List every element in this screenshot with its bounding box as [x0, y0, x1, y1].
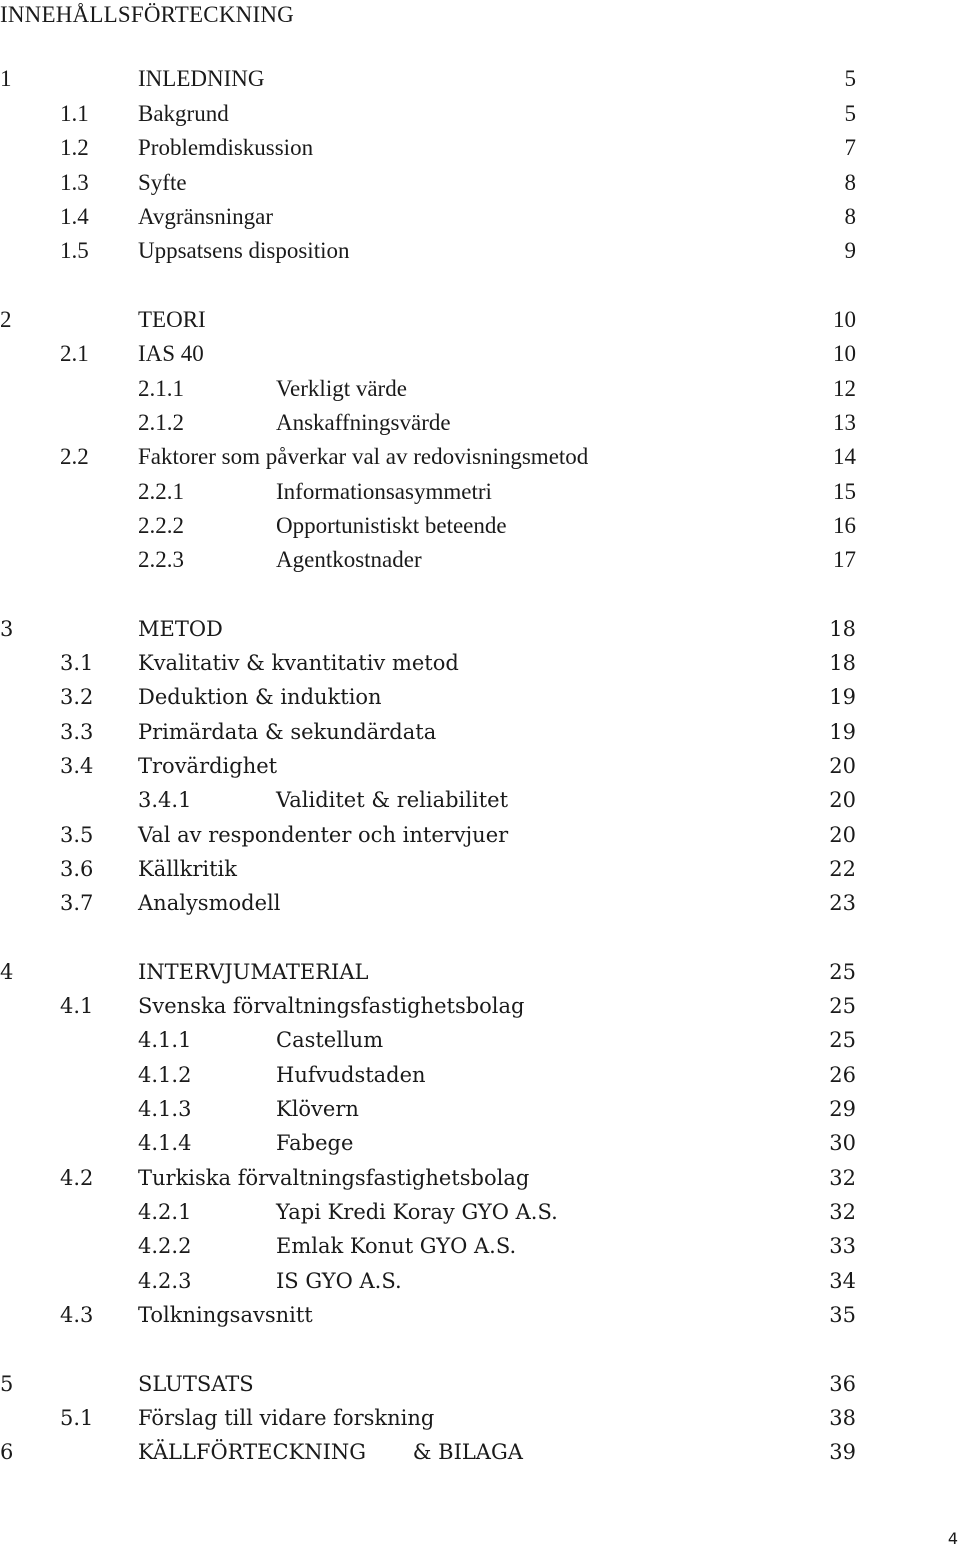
toc-entry[interactable] — [0, 783, 960, 817]
toc-entry[interactable] — [0, 612, 960, 646]
toc-entry-page: 38 — [829, 1406, 856, 1430]
toc-entry-number: 4.3 — [60, 1303, 94, 1327]
toc-entry-page: 5 — [844, 66, 856, 91]
toc-entry-number: 4 — [0, 960, 14, 984]
toc-entry-number: 3.2 — [60, 685, 94, 709]
toc-entry[interactable] — [0, 1126, 960, 1160]
toc-entry-title: METOD — [138, 617, 223, 641]
toc-entry-title: Emlak Konut GYO A.S. — [276, 1234, 517, 1258]
toc-entry-page: 20 — [829, 823, 856, 847]
toc-entry-title: Verkligt värde — [276, 376, 407, 401]
toc-entry-page: 16 — [833, 513, 856, 538]
toc-entry[interactable] — [0, 1229, 960, 1263]
toc-entry[interactable] — [0, 680, 960, 714]
toc-entry[interactable] — [0, 1367, 960, 1401]
toc-entry[interactable] — [0, 234, 960, 268]
toc-entry-number: 5.1 — [60, 1406, 94, 1430]
toc-entry[interactable] — [0, 1161, 960, 1195]
toc-entry-title: Tolkningsavsnitt — [138, 1303, 313, 1327]
toc-entry-number: 2.2 — [60, 444, 89, 469]
toc-entry-title: IS GYO A.S. — [276, 1269, 402, 1293]
toc-entry-page: 25 — [829, 994, 856, 1018]
toc-entry-title: Validitet & reliabilitet — [276, 788, 509, 812]
toc-entry-title: Faktorer som påverkar val av redovisningsmetod — [138, 444, 589, 469]
toc-entry-number: 3.7 — [60, 891, 94, 915]
toc-entry[interactable] — [0, 372, 960, 406]
toc-entry-number: 1 — [0, 66, 12, 91]
toc-entry-page: 20 — [829, 754, 856, 778]
toc-entry-number: 1.1 — [60, 101, 89, 126]
toc-entry[interactable] — [0, 97, 960, 131]
toc-entry-page: 25 — [829, 960, 856, 984]
toc-entry-page: 10 — [833, 341, 856, 366]
toc-entry-page: 7 — [844, 135, 856, 160]
page-number: 4 — [947, 1529, 958, 1548]
toc-entry-number: 3.4.1 — [138, 788, 192, 812]
toc-entry-title: Förslag till vidare forskning — [138, 1406, 435, 1430]
toc-entry-number: 4.1.1 — [138, 1028, 192, 1052]
toc-entry-number: 2.1.1 — [138, 376, 184, 401]
toc-entry-page: 33 — [829, 1234, 856, 1258]
toc-entry-title: Anskaffningsvärde — [276, 410, 451, 435]
toc-entry-page: 13 — [833, 410, 856, 435]
toc-entry-title: Avgränsningar — [138, 204, 273, 229]
toc-entry-page: 19 — [829, 685, 856, 709]
toc-entry-title: Analysmodell — [138, 891, 281, 915]
toc-entry-number: 2 — [0, 307, 12, 332]
toc-entry-title: Deduktion & induktion — [138, 685, 382, 709]
toc-entry-page: 25 — [829, 1028, 856, 1052]
toc-entry-number: 3.1 — [60, 651, 94, 675]
toc-entry[interactable] — [0, 886, 960, 920]
toc-entry[interactable] — [0, 852, 960, 886]
toc-entry[interactable] — [0, 1092, 960, 1126]
toc-entry-title: Syfte — [138, 170, 187, 195]
toc-entry[interactable] — [0, 166, 960, 200]
toc-entry-title: Svenska förvaltningsfastighetsbolag — [138, 994, 525, 1018]
toc-entry[interactable] — [0, 749, 960, 783]
toc-entry-page: 26 — [829, 1063, 856, 1087]
toc-entry[interactable] — [0, 646, 960, 680]
toc-entry-number: 3.6 — [60, 857, 94, 881]
toc-entry[interactable] — [0, 440, 960, 474]
toc-entry-page: 32 — [829, 1166, 856, 1190]
page-title: INNEHÅLLSFÖRTECKNING — [0, 2, 294, 27]
toc-entry-number: 4.1.3 — [138, 1097, 192, 1121]
toc-entry-page: 18 — [829, 651, 856, 675]
toc-entry-number: 3.5 — [60, 823, 94, 847]
toc-entry-number: 2.2.1 — [138, 479, 184, 504]
toc-entry[interactable] — [0, 200, 960, 234]
toc-entry[interactable] — [0, 62, 960, 96]
toc-entry-page: 22 — [829, 857, 856, 881]
toc-entry-title: SLUTSATS — [138, 1372, 254, 1396]
toc-entry-number: 4.2.3 — [138, 1269, 192, 1293]
toc-entry[interactable] — [0, 131, 960, 165]
toc-entry-title: INLEDNING — [138, 66, 265, 91]
toc-entry-title: INTERVJUMATERIAL — [138, 960, 369, 984]
toc-entry-number: 3.3 — [60, 720, 94, 744]
toc-entry-number: 2.1 — [60, 341, 89, 366]
toc-entry-page: 17 — [833, 547, 856, 572]
toc-entry[interactable] — [0, 1264, 960, 1298]
toc-entry-number: 4.1.4 — [138, 1131, 192, 1155]
toc-entry-page: 14 — [833, 444, 856, 469]
toc-entry-title: Bakgrund — [138, 101, 229, 126]
toc-entry-title: Problemdiskussion — [138, 135, 314, 160]
toc-entry[interactable] — [0, 1401, 960, 1435]
toc-entry-page: 8 — [844, 170, 856, 195]
toc-entry-title: Yapi Kredi Koray GYO A.S. — [276, 1200, 558, 1224]
toc-entry[interactable] — [0, 1435, 960, 1469]
toc-entry-page: 29 — [829, 1097, 856, 1121]
toc-entry-number: 4.2.1 — [138, 1200, 192, 1224]
toc-entry[interactable] — [0, 303, 960, 337]
toc-entry-title: Trovärdighet — [138, 754, 278, 778]
toc-entry-number: 2.2.3 — [138, 547, 184, 572]
toc-entry-number: 5 — [0, 1372, 14, 1396]
toc-entry[interactable] — [0, 337, 960, 371]
toc-entry-title: Opportunistiskt beteende — [276, 513, 507, 538]
toc-entry-page: 5 — [844, 101, 856, 126]
toc-entry-number: 1.4 — [60, 204, 89, 229]
toc-entry-title: Hufvudstaden — [276, 1063, 426, 1087]
toc-entry-number: 4.2 — [60, 1166, 94, 1190]
toc-entry-title: Turkiska förvaltningsfastighetsbolag — [138, 1166, 530, 1190]
toc-entry-page: 32 — [829, 1200, 856, 1224]
toc-entry-number: 1.2 — [60, 135, 89, 160]
toc-entry-title: Kvalitativ & kvantitativ metod — [138, 651, 459, 675]
toc-entry-page: 20 — [829, 788, 856, 812]
toc-entry-page: 23 — [829, 891, 856, 915]
toc-entry-title: Källkritik — [138, 857, 238, 881]
toc-entry-page: 30 — [829, 1131, 856, 1155]
toc-entry-number: 4.2.2 — [138, 1234, 192, 1258]
toc-entry[interactable] — [0, 1298, 960, 1332]
toc-entry[interactable] — [0, 1195, 960, 1229]
toc-entry[interactable] — [0, 509, 960, 543]
toc-entry-page: 10 — [833, 307, 856, 332]
toc-entry-page: 35 — [829, 1303, 856, 1327]
toc-entry-title: Klövern — [276, 1097, 359, 1121]
toc-entry-page: 9 — [844, 238, 856, 263]
toc-entry-number: 1.3 — [60, 170, 89, 195]
toc-entry[interactable] — [0, 475, 960, 509]
toc-entry[interactable] — [0, 818, 960, 852]
toc-entry[interactable] — [0, 406, 960, 440]
toc-entry-title: Primärdata & sekundärdata — [138, 720, 437, 744]
toc-entry[interactable] — [0, 543, 960, 577]
toc-entry-title: TEORI — [138, 307, 206, 332]
toc-entry-title: Informationsasymmetri — [276, 479, 492, 504]
toc-entry-page: 34 — [829, 1269, 856, 1293]
toc-entry-number: 1.5 — [60, 238, 89, 263]
toc-entry-page: 39 — [829, 1440, 856, 1464]
toc-entry-title: Val av respondenter och intervjuer — [138, 823, 509, 847]
toc-entry-number: 6 — [0, 1440, 14, 1464]
toc-entry-title: Agentkostnader — [276, 547, 422, 572]
toc-entry-title: KÄLLFÖRTECKNING & BILAGA — [138, 1440, 523, 1464]
toc-entry-number: 2.1.2 — [138, 410, 184, 435]
toc-entry-title: IAS 40 — [138, 341, 204, 366]
toc-entry-title: Castellum — [276, 1028, 384, 1052]
toc-entry-number: 4.1.2 — [138, 1063, 192, 1087]
toc-entry-number: 3 — [0, 617, 14, 641]
toc-entry-page: 19 — [829, 720, 856, 744]
toc-entry-page: 12 — [833, 376, 856, 401]
toc-entry-number: 2.2.2 — [138, 513, 184, 538]
toc-entry-page: 15 — [833, 479, 856, 504]
toc-entry[interactable] — [0, 955, 960, 989]
toc-entry[interactable] — [0, 1058, 960, 1092]
toc-entry[interactable] — [0, 1023, 960, 1057]
toc-entry[interactable] — [0, 989, 960, 1023]
toc-entry-number: 4.1 — [60, 994, 94, 1018]
toc-entry-title: Fabege — [276, 1131, 354, 1155]
toc-entry-number: 3.4 — [60, 754, 94, 778]
toc-entry-page: 36 — [829, 1372, 856, 1396]
toc-entry-page: 8 — [844, 204, 856, 229]
toc-entry-page: 18 — [829, 617, 856, 641]
toc-entry-title: Uppsatsens disposition — [138, 238, 350, 263]
toc-entry[interactable] — [0, 715, 960, 749]
